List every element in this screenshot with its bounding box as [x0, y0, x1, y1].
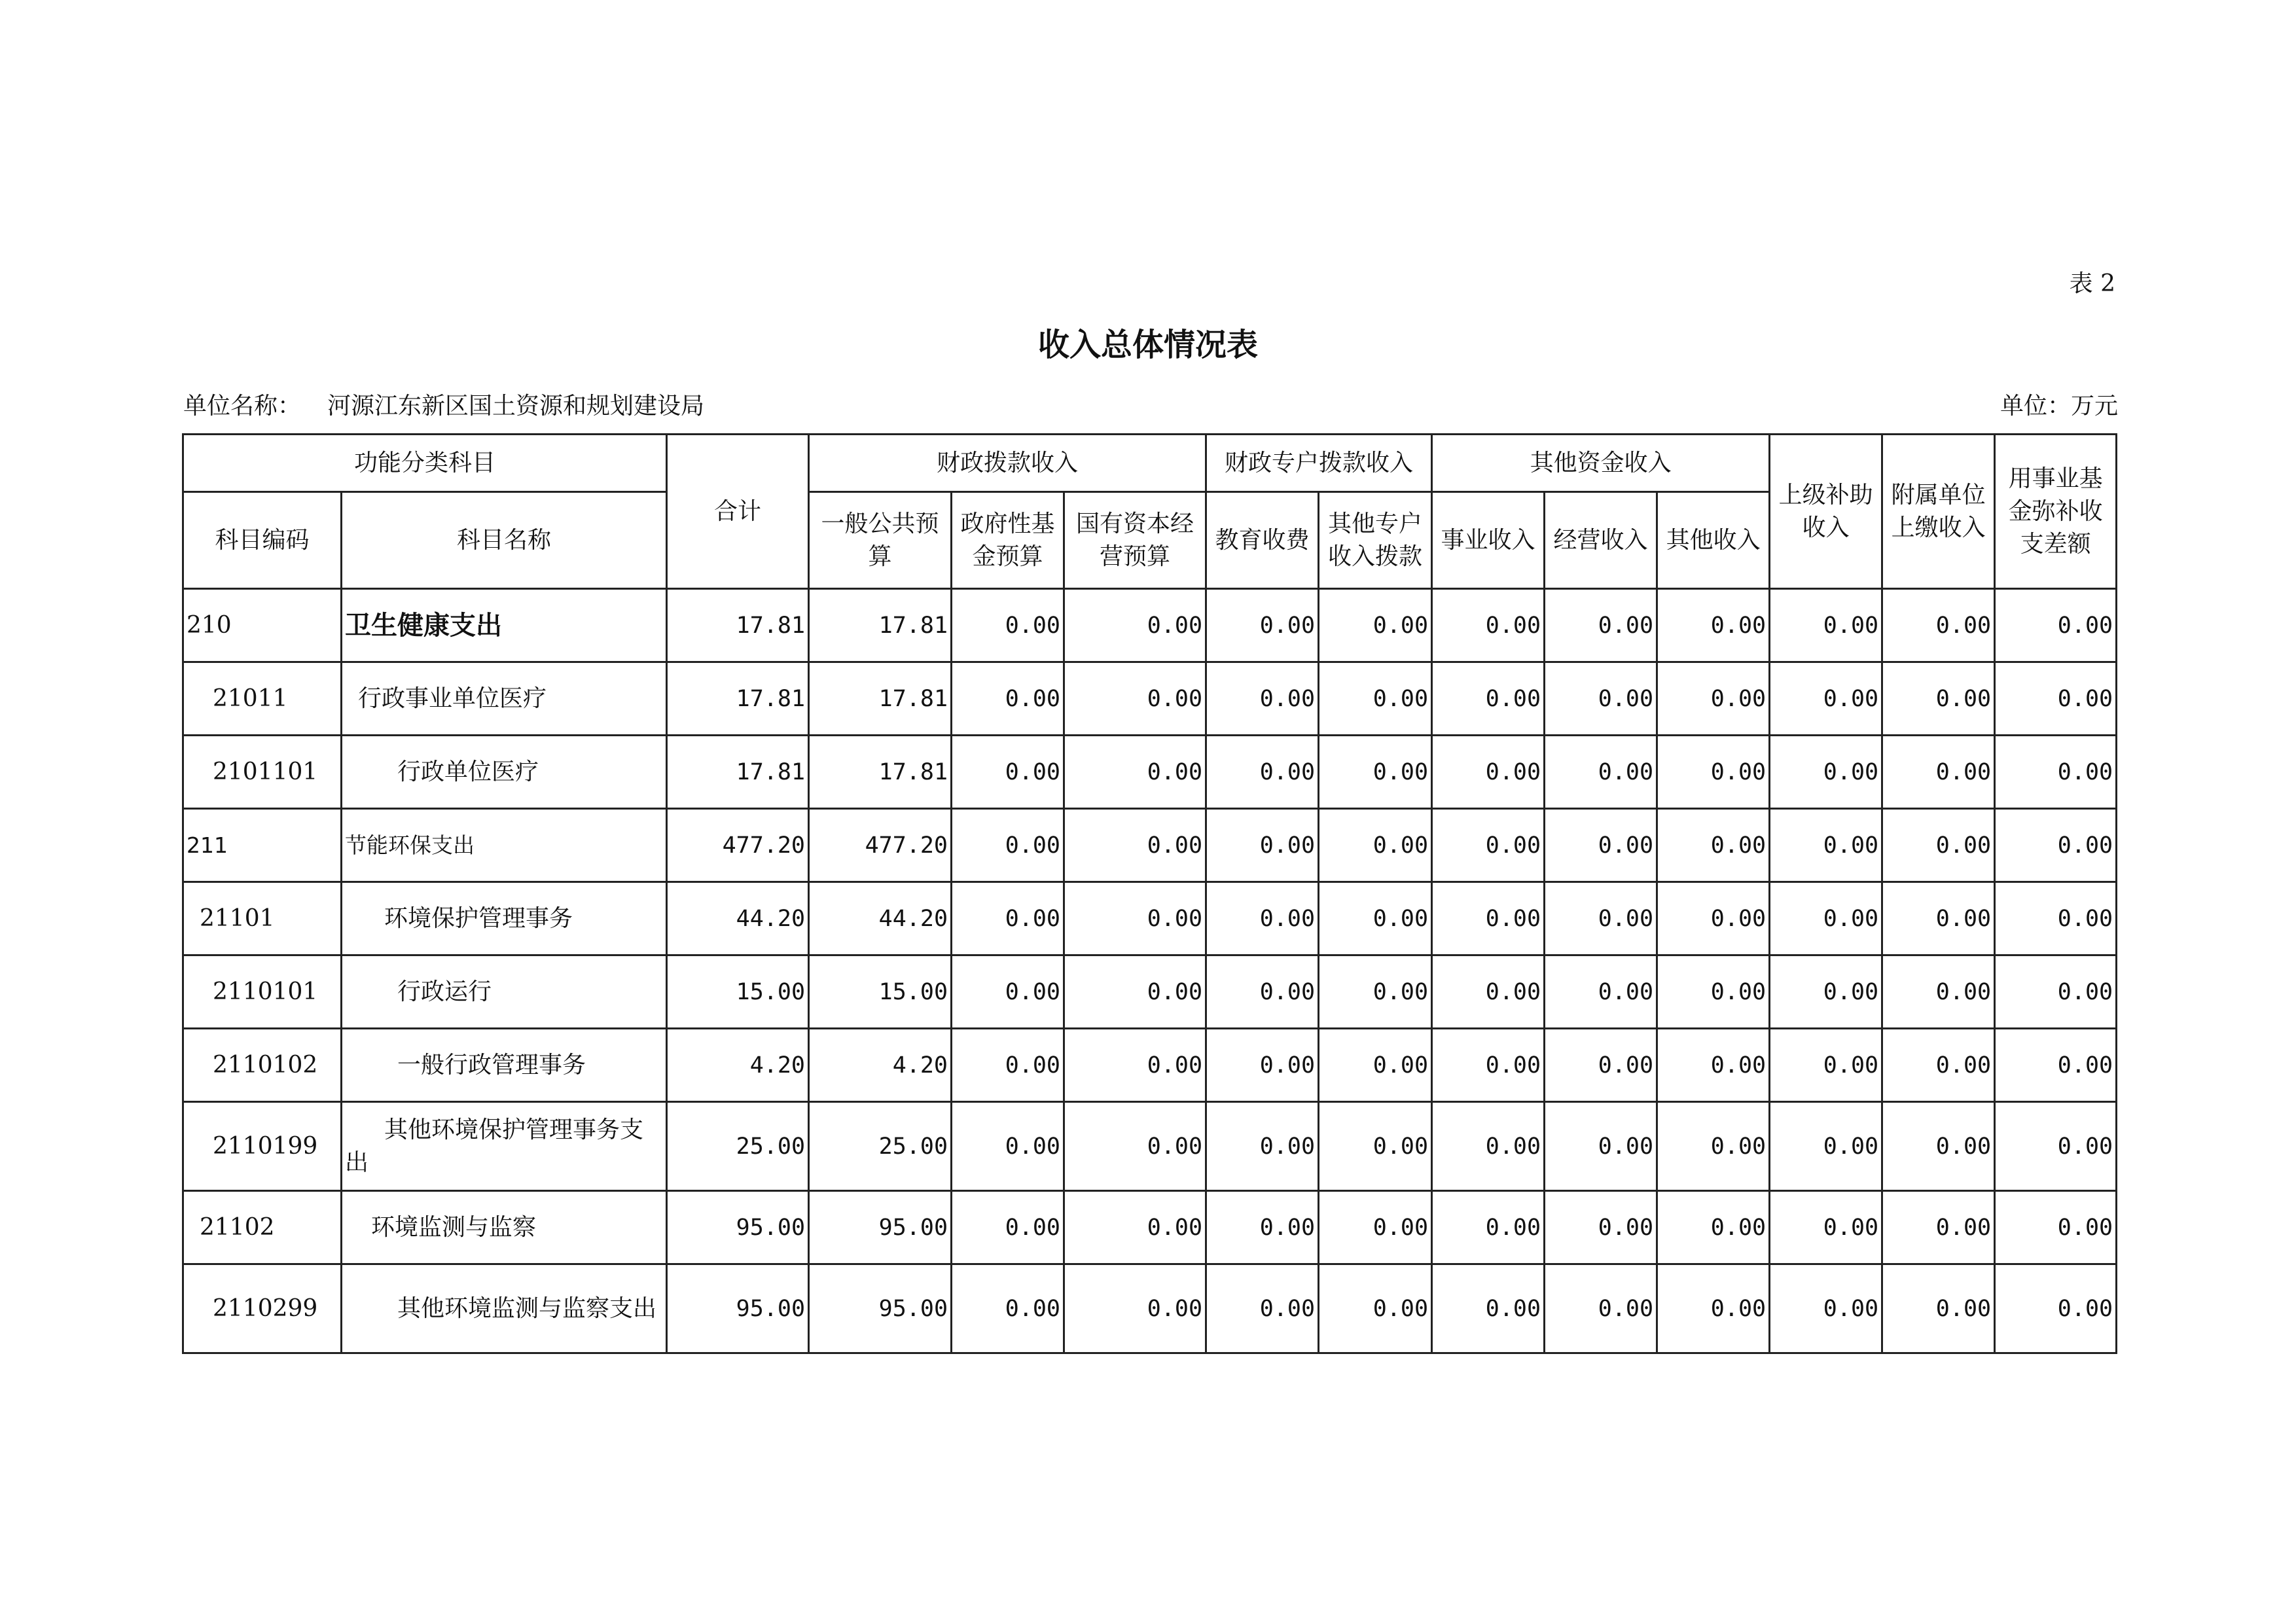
cell-gov-fund: 0.00	[952, 1191, 1064, 1264]
cell-other-special: 0.00	[1319, 809, 1432, 882]
cell-business: 0.00	[1432, 1102, 1545, 1191]
cell-edu-fee: 0.00	[1206, 882, 1319, 955]
cell-business: 0.00	[1432, 1191, 1545, 1264]
cell-gov-fund: 0.00	[952, 662, 1064, 736]
cell-superior: 0.00	[1770, 1264, 1882, 1353]
cell-state-capital: 0.00	[1064, 1102, 1206, 1191]
header-code: 科目编码	[183, 492, 342, 589]
cell-operating: 0.00	[1545, 1102, 1657, 1191]
cell-general: 4.20	[809, 1029, 952, 1102]
cell-other-special: 0.00	[1319, 736, 1432, 809]
cell-code: 210	[183, 589, 342, 662]
cell-other-special: 0.00	[1319, 882, 1432, 955]
cell-total: 44.20	[667, 882, 809, 955]
cell-edu-fee: 0.00	[1206, 662, 1319, 736]
cell-affiliated: 0.00	[1882, 955, 1995, 1029]
header-general-budget: 一般公共预算	[809, 492, 952, 589]
cell-code: 2110299	[183, 1264, 342, 1353]
cell-name: 行政事业单位医疗	[342, 662, 667, 736]
cell-business: 0.00	[1432, 809, 1545, 882]
header-other-income: 其他收入	[1657, 492, 1770, 589]
cell-code: 21102	[183, 1191, 342, 1264]
cell-code: 2101101	[183, 736, 342, 809]
cell-state-capital: 0.00	[1064, 662, 1206, 736]
cell-operating: 0.00	[1545, 589, 1657, 662]
cell-operating: 0.00	[1545, 882, 1657, 955]
unit-name-label: 单位名称：	[183, 393, 302, 419]
cell-fund-offset: 0.00	[1995, 1102, 2117, 1191]
cell-superior: 0.00	[1770, 736, 1882, 809]
cell-fund-offset: 0.00	[1995, 1264, 2117, 1353]
cell-gov-fund: 0.00	[952, 589, 1064, 662]
cell-operating: 0.00	[1545, 955, 1657, 1029]
cell-other: 0.00	[1657, 662, 1770, 736]
cell-operating: 0.00	[1545, 736, 1657, 809]
cell-business: 0.00	[1432, 1029, 1545, 1102]
cell-business: 0.00	[1432, 1264, 1545, 1353]
table-body	[183, 589, 2117, 1353]
cell-superior: 0.00	[1770, 589, 1882, 662]
cell-business: 0.00	[1432, 662, 1545, 736]
cell-superior: 0.00	[1770, 662, 1882, 736]
cell-total: 17.81	[667, 662, 809, 736]
cell-fund-offset: 0.00	[1995, 589, 2117, 662]
cell-other: 0.00	[1657, 1029, 1770, 1102]
cell-code: 2110102	[183, 1029, 342, 1102]
cell-total: 4.20	[667, 1029, 809, 1102]
cell-name: 节能环保支出	[342, 809, 667, 882]
cell-other: 0.00	[1657, 1102, 1770, 1191]
table-number: 表 2	[2069, 270, 2115, 297]
cell-affiliated: 0.00	[1882, 736, 1995, 809]
unit-name-line	[183, 387, 704, 421]
income-summary-table	[182, 433, 2117, 1354]
cell-total: 17.81	[667, 736, 809, 809]
cell-fund-offset: 0.00	[1995, 1191, 2117, 1264]
cell-operating: 0.00	[1545, 1191, 1657, 1264]
currency-unit: 单位：万元	[2000, 393, 2118, 419]
header-other-group: 其他资金收入	[1432, 435, 1770, 492]
cell-total: 25.00	[667, 1102, 809, 1191]
cell-total: 95.00	[667, 1191, 809, 1264]
table-row	[183, 1029, 2117, 1102]
cell-affiliated: 0.00	[1882, 1191, 1995, 1264]
cell-fund-offset: 0.00	[1995, 809, 2117, 882]
cell-other-special: 0.00	[1319, 1191, 1432, 1264]
cell-other: 0.00	[1657, 882, 1770, 955]
header-name: 科目名称	[342, 492, 667, 589]
cell-name: 其他环境保护管理事务支出	[342, 1102, 667, 1191]
cell-edu-fee: 0.00	[1206, 1264, 1319, 1353]
cell-name: 一般行政管理事务	[342, 1029, 667, 1102]
cell-operating: 0.00	[1545, 809, 1657, 882]
cell-affiliated: 0.00	[1882, 1102, 1995, 1191]
cell-other-special: 0.00	[1319, 955, 1432, 1029]
table-row	[183, 1102, 2117, 1191]
cell-general: 44.20	[809, 882, 952, 955]
cell-other: 0.00	[1657, 809, 1770, 882]
cell-fund-offset: 0.00	[1995, 662, 2117, 736]
cell-other-special: 0.00	[1319, 589, 1432, 662]
cell-superior: 0.00	[1770, 955, 1882, 1029]
header-special-group: 财政专户拨款收入	[1206, 435, 1432, 492]
header-business-income: 事业收入	[1432, 492, 1545, 589]
table-row	[183, 809, 2117, 882]
cell-other: 0.00	[1657, 1264, 1770, 1353]
cell-edu-fee: 0.00	[1206, 1102, 1319, 1191]
header-gov-fund: 政府性基金预算	[952, 492, 1064, 589]
cell-gov-fund: 0.00	[952, 955, 1064, 1029]
cell-name: 行政单位医疗	[342, 736, 667, 809]
cell-state-capital: 0.00	[1064, 882, 1206, 955]
cell-superior: 0.00	[1770, 1102, 1882, 1191]
cell-affiliated: 0.00	[1882, 882, 1995, 955]
cell-affiliated: 0.00	[1882, 809, 1995, 882]
cell-business: 0.00	[1432, 955, 1545, 1029]
cell-edu-fee: 0.00	[1206, 736, 1319, 809]
header-fund-offset: 用事业基金弥补收支差额	[1995, 435, 2117, 589]
cell-gov-fund: 0.00	[952, 1264, 1064, 1353]
cell-name: 行政运行	[342, 955, 667, 1029]
table-row	[183, 882, 2117, 955]
cell-state-capital: 0.00	[1064, 589, 1206, 662]
cell-gov-fund: 0.00	[952, 809, 1064, 882]
table-row	[183, 736, 2117, 809]
cell-general: 25.00	[809, 1102, 952, 1191]
cell-affiliated: 0.00	[1882, 1029, 1995, 1102]
cell-fund-offset: 0.00	[1995, 882, 2117, 955]
cell-other-special: 0.00	[1319, 662, 1432, 736]
header-other-special: 其他专户收入拨款	[1319, 492, 1432, 589]
table-row	[183, 1191, 2117, 1264]
cell-code: 2110101	[183, 955, 342, 1029]
cell-state-capital: 0.00	[1064, 809, 1206, 882]
cell-name: 卫生健康支出	[342, 589, 667, 662]
cell-general: 17.81	[809, 662, 952, 736]
cell-other-special: 0.00	[1319, 1029, 1432, 1102]
cell-edu-fee: 0.00	[1206, 1029, 1319, 1102]
header-total: 合计	[667, 435, 809, 589]
cell-total: 95.00	[667, 1264, 809, 1353]
cell-gov-fund: 0.00	[952, 1029, 1064, 1102]
cell-total: 17.81	[667, 589, 809, 662]
cell-edu-fee: 0.00	[1206, 1191, 1319, 1264]
cell-business: 0.00	[1432, 882, 1545, 955]
cell-state-capital: 0.00	[1064, 1264, 1206, 1353]
cell-gov-fund: 0.00	[952, 736, 1064, 809]
page-title: 收入总体情况表	[1037, 327, 1258, 363]
cell-code: 211	[183, 809, 342, 882]
cell-edu-fee: 0.00	[1206, 809, 1319, 882]
header-fiscal-group: 财政拨款收入	[809, 435, 1206, 492]
cell-superior: 0.00	[1770, 1029, 1882, 1102]
cell-operating: 0.00	[1545, 1029, 1657, 1102]
cell-other: 0.00	[1657, 955, 1770, 1029]
cell-general: 95.00	[809, 1264, 952, 1353]
cell-name: 其他环境监测与监察支出	[342, 1264, 667, 1353]
header-edu-fee: 教育收费	[1206, 492, 1319, 589]
header-state-capital: 国有资本经营预算	[1064, 492, 1206, 589]
cell-other: 0.00	[1657, 1191, 1770, 1264]
cell-state-capital: 0.00	[1064, 736, 1206, 809]
cell-other: 0.00	[1657, 736, 1770, 809]
cell-general: 95.00	[809, 1191, 952, 1264]
cell-gov-fund: 0.00	[952, 882, 1064, 955]
cell-state-capital: 0.00	[1064, 1191, 1206, 1264]
header-operating-income: 经营收入	[1545, 492, 1657, 589]
header-affiliated-unit: 附属单位上缴收入	[1882, 435, 1995, 589]
cell-other-special: 0.00	[1319, 1264, 1432, 1353]
cell-fund-offset: 0.00	[1995, 1029, 2117, 1102]
cell-name: 环境监测与监察	[342, 1191, 667, 1264]
cell-general: 477.20	[809, 809, 952, 882]
cell-business: 0.00	[1432, 589, 1545, 662]
cell-total: 15.00	[667, 955, 809, 1029]
cell-fund-offset: 0.00	[1995, 955, 2117, 1029]
header-superior-subsidy: 上级补助收入	[1770, 435, 1882, 589]
cell-other: 0.00	[1657, 589, 1770, 662]
table-row	[183, 662, 2117, 736]
cell-superior: 0.00	[1770, 809, 1882, 882]
cell-affiliated: 0.00	[1882, 662, 1995, 736]
cell-name: 环境保护管理事务	[342, 882, 667, 955]
cell-state-capital: 0.00	[1064, 955, 1206, 1029]
cell-edu-fee: 0.00	[1206, 955, 1319, 1029]
cell-affiliated: 0.00	[1882, 589, 1995, 662]
cell-total: 477.20	[667, 809, 809, 882]
cell-general: 17.81	[809, 736, 952, 809]
unit-name-value: 河源江东新区国土资源和规划建设局	[327, 393, 705, 419]
header-func-category: 功能分类科目	[183, 435, 667, 492]
cell-operating: 0.00	[1545, 1264, 1657, 1353]
table-row	[183, 589, 2117, 662]
cell-superior: 0.00	[1770, 882, 1882, 955]
cell-gov-fund: 0.00	[952, 1102, 1064, 1191]
cell-operating: 0.00	[1545, 662, 1657, 736]
cell-general: 15.00	[809, 955, 952, 1029]
cell-business: 0.00	[1432, 736, 1545, 809]
cell-state-capital: 0.00	[1064, 1029, 1206, 1102]
cell-fund-offset: 0.00	[1995, 736, 2117, 809]
table-row	[183, 955, 2117, 1029]
cell-general: 17.81	[809, 589, 952, 662]
table-row	[183, 1264, 2117, 1353]
cell-superior: 0.00	[1770, 1191, 1882, 1264]
cell-code: 2110199	[183, 1102, 342, 1191]
cell-other-special: 0.00	[1319, 1102, 1432, 1191]
cell-edu-fee: 0.00	[1206, 589, 1319, 662]
cell-code: 21101	[183, 882, 342, 955]
cell-affiliated: 0.00	[1882, 1264, 1995, 1353]
cell-code: 21011	[183, 662, 342, 736]
